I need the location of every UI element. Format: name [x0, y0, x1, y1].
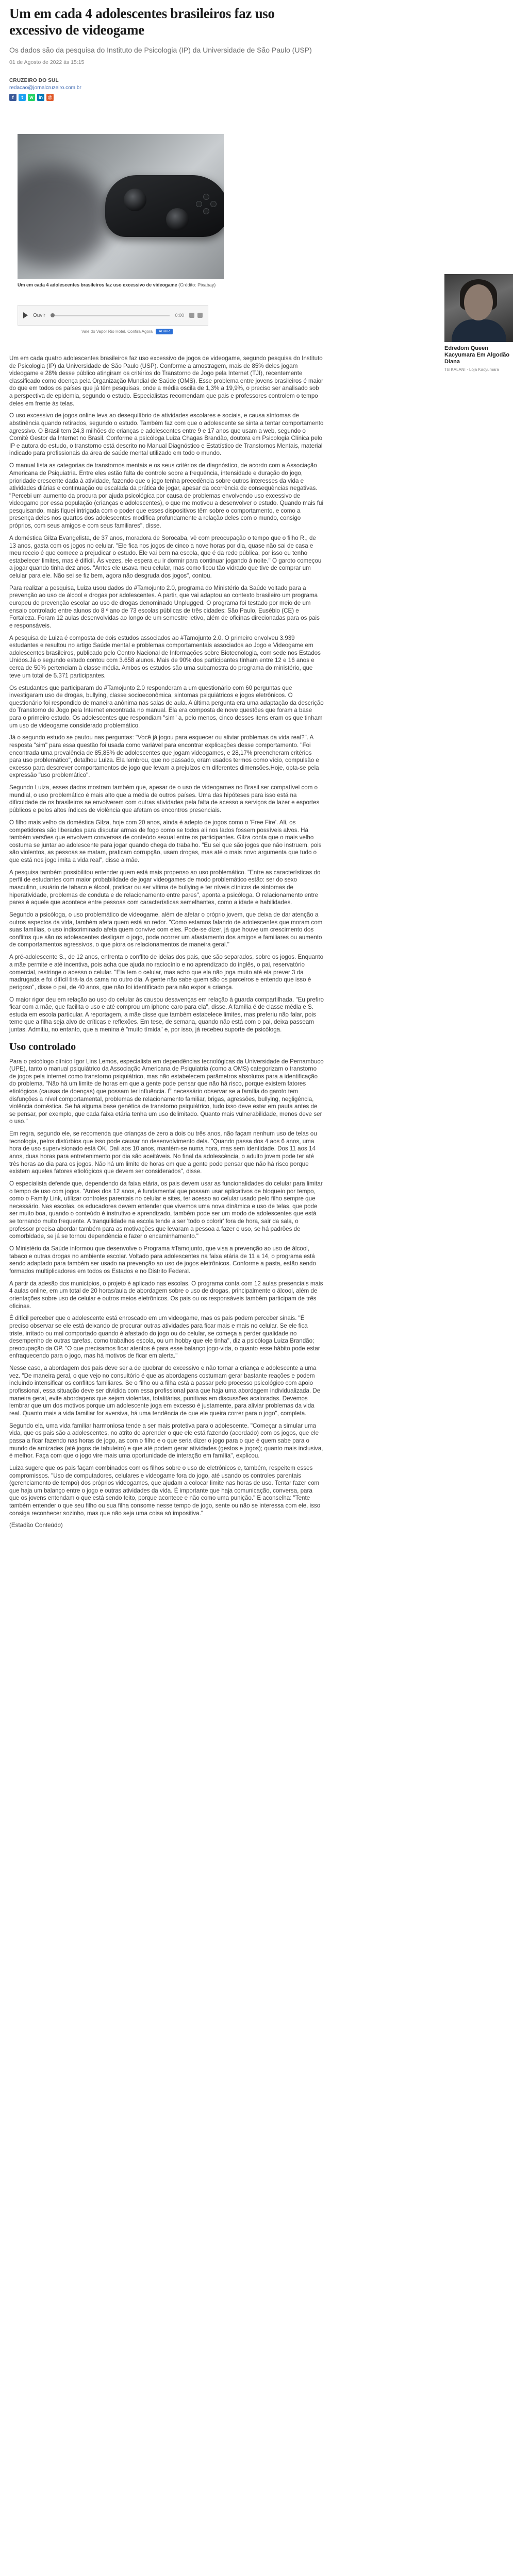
- photo-caption: Um em cada 4 adolescentes brasileiros faz uso excessivo de videogame (Crédito: Pixabay): [18, 282, 216, 287]
- body-paragraph: Segundo ela, uma vida familiar harmoniosa tende a ser mais protetiva para o adolescente. "Começar a simular uma vida, que os pais são a adolescentes, no atrito de aprender o que ele está fazendo (acordado) com os jogos, que ele passa a ficar fazendo nas horas de jogo, as com o filho e o que seria dizer o jogo para o que é quem sabe para o mundo de amizades (até jogos de tabuleiro) e que até podem gerar atividades (gestos e jogos); quanto mais inclusiva, é melhor. Faça com que o jogo vire mais uma oportunidade de interação em família", explicou.: [9, 1422, 323, 1460]
- body-paragraph: A doméstica Gilza Evangelista, de 37 anos, moradora de Sorocaba, vê com preocupação o tempo que o filho R., de 13 anos, gasta com os jogos no celular. "Ele fica nos jogos de cinco a nove horas por dia, quase não sai de casa e meu receio é que comece a prejudicar o estudo. Ele vai bem na escola, que é da rede pública, por isso eu tenho estabelecer limites, mas é difícil. Às vezes, ele espera eu ir dormir para continuar jogando à noite." O garoto começou a jogar quando tinha dez anos. "Antes ele usava meu celular, mas como ficou tão vidrado que tive de comprar um celular para ele. Não sei se fiz bem, agora não desgruda dos jogos", contou.: [9, 534, 322, 579]
- body-paragraph: Segundo Luiza, esses dados mostram também que, apesar de o uso de videogames no Brasil ser compatível com o mundial, o uso problemático é mais alto que a média de outros países. Uma das hipóteses para isso está na dificuldade de os brasileiros se envolverem com outras atividades pela falta de acesso a serviços de lazer e esportes públicos e pelos altos índices de violência que afetam os encontros presenciais.: [9, 784, 320, 814]
- author-name: CRUZEIRO DO SUL: [9, 78, 59, 83]
- subtitle: Os dados são da pesquisa do Instituto de Psicologia (IP) da Universidade de São Paulo (USP): [9, 46, 312, 54]
- author-email-link[interactable]: redacao@jornalcruzeiro.com.br: [9, 85, 81, 91]
- audio-progress-track[interactable]: [51, 315, 170, 316]
- body-paragraph: O filho mais velho da doméstica Gilza, hoje com 20 anos, ainda é adepto de jogos como o 'Free Fire'. Ali, os competidores são liberados para disputar armas de fogo como se todos ali nos lados fossem possíveis alvos. Há também versões que envolvem conversas de conteúdo sexual entre os participantes. Gilza conta que o mais velho costuma se juntar ao adolescente para jogar quando chega do trabalho. "Eu sei que são jogos que não instruem, pois são violentos, as pessoas se matam, praticam corrupção, usam drogas, mas até o mais novo argumenta que tudo o que está nos jogo imita a vida real", disse a mãe.: [9, 819, 322, 863]
- ad-open-button[interactable]: ABRIR: [156, 329, 173, 334]
- body-paragraph: Luiza sugere que os pais façam combinados com os filhos sobre o uso de eletrônicos e, também, respeitem esses compromissos. "Uso de computadores, celulares e videogame fora do jogo, até usando os controles parentais (gerenciamento de tempo) dos próprios videogames, que ajudam a colocar limite nas horas de uso. Tentar fazer com que haja um balanço entre o jogo e outras atividades da vida. É importante que haja comunicação, conversa, para que os jovens entendam o que está sendo feito, porque acontece e não como uma punição." E aconselha: "Tente também entender o que seu filho ou sua filha consome nesse tempo de jogo, sente ou não se interessa com ele, isso consiga reconhecer sozinho, mas que não seja uma coisa só impositiva.": [9, 1465, 321, 1517]
- body-paragraph: Os estudantes que participaram do #Tamojunto 2.0 responderam a um questionário com 60 perguntas que investigaram uso de drogas, bullying, classe socioeconômica, sintomas psiquiátricos e jogos eletrônicos. O questionário foi respondido de maneira anônima nas salas de aula. A última pergunta era uma adaptação da descrição do Transtorno de Jogo pela Internet encontrada no manual. Ela era composta de nove questões que foram a base para o primeiro estudo. Os adolescentes que respondiam "sim" a, pelo menos, cinco desses itens eram os que tinham um uso de videogame considerado problemático.: [9, 684, 324, 729]
- headline: Um em cada 4 adolescentes brasileiros faz uso excessivo de videogame: [9, 6, 275, 38]
- body-paragraph: Nesse caso, a abordagem dos pais deve ser a de quebrar do excessivo e não tornar a criança e adolescente a uma vez. "De maneira geral, o que vejo no consultório é que as abordagens costumam gerar bastante reações e podem incluindo intensificar os conflitos familiares. Se o filho ou a filha está a passar pelo processo psicológico com apoio profissional, essa situação deve ser dividida com essa profissional para que haja uma abordagem individualizada. De maneira geral, evite abordagens que sejam violentas, totalitárias, punitivas em discussões acaloradas. Devemos lembrar que um dos motivos porque um adolescente joga em excesso é justamente, para aliviar problemas da vida real. Quanto mais a vida familiar for aversiva, há uma tendência de que ele queira correr para o jogo", completa.: [9, 1365, 321, 1417]
- body-paragraph: O uso excessivo de jogos online leva ao desequilíbrio de atividades escolares e sociais, e causa síntomas de abstinência quando retirados, segundo o estudo. Também faz com que o adolescente se sinta a tentar comportamento agressivo. O Brasil tem 24,3 milhões de crianças e adolescentes entre 9 e 17 anos que usam a web, segundo o Comitê Gestor da Internet no Brasil. Conforme a psicóloga Luiza Chagas Brandão, doutora em Psicologia Clínica pelo IP e autora do estudo, o transtorno está descrito no Manual Diagnóstico e Estatístico de Transtornos Mentais, material indicado para profissionais da área de saúde mental utilizado em todo o mundo.: [9, 412, 324, 457]
- audio-player: [18, 305, 208, 326]
- linkedin-icon[interactable]: in: [37, 94, 44, 101]
- body-paragraph: A pré-adolescente S., de 12 anos, enfrenta o conflito de ideias dos pais, que são separados, sobre os jogos. Enquanto a mãe permite e até incentiva, pois acha que ajuda no raciocínio e no aprendizado do inglês, o pai, reservatório comercial, restringe o acesso o celular. "Ela tem o celular, mas acho que ela não joga muito até ela prever 3 da madrugada e foi difícil tirá-la da cama no outro dia. A gente não sabe quem são os parceiros e entendo que isso é perigoso", disse o pai, de 40 anos, que não foi identificado para não expor a criança.: [9, 954, 324, 991]
- product-meta: TB KALANI · Loja Kacyumara: [444, 367, 499, 372]
- whatsapp-icon[interactable]: w: [28, 94, 35, 101]
- product-photo[interactable]: [444, 274, 513, 342]
- article-figure: [18, 134, 224, 287]
- body-paragraph: O maior rigor deu em relação ao uso do celular às causou desavenças em relação à guarda compartilhada. "Eu prefiro ficar com a mãe, que facilita o uso e até comprou um iphone caro para ela", disse. A família é de classe média e S. estuda em escola particular. A reportagem, a mãe disse que também estabelece limites, mas preferiu não falar, pois teme que a filha seja alvo de críticas e reflexões. Em tese, de semana, quando não está com o pai, deixa passeam juntas. Admitiu, no entanto, que a menina é "muito tímida" e, por isso, já recebeu suporte de psicóloga.: [9, 996, 324, 1033]
- body-paragraph: Segundo a psicóloga, o uso problemático de videogame, além de afetar o próprio jovem, que deixa de dar atenção a outros aspectos da vida, também afeta quem está ao redor. "Como estamos falando de adolescentes que moram com suas famílias, o uso indiscriminado afeta quem convive com eles. Pode-se dizer, já que houve um crescimento dos conflitos que são os adolescentes desligam o jogo, pode ocorrer um afastamento dos amigos e familiares ou aumento de comportamentos agressivos, o que piora os relacionamentos de maneira geral.": [9, 911, 323, 948]
- email-icon[interactable]: @: [46, 94, 54, 101]
- audio-time: 0:00: [175, 313, 184, 318]
- sidebar-product-card[interactable]: [444, 274, 513, 372]
- play-icon[interactable]: [23, 312, 28, 318]
- volume-icon[interactable]: [189, 313, 194, 318]
- audio-scrubber[interactable]: [51, 313, 55, 317]
- body-paragraph: Em regra, segundo ele, se recomenda que crianças de zero a dois ou três anos, não façam nenhum uso de telas ou tecnologia, pelos distúrbios que isso pode causar no desenvolvimento dela. "Quando passa dos 4 aos 6 anos, uma hora de uso supervisionado está OK. Dali aos 10 anos, mantém-se numa hora, mas sem identidade. Dos 11 aos 14 anos, duas horas para entretenimento por dia são aceitáveis. No final da adolescência, o adulto jovem pode ter até três horas ao dia para os jogos. Não há um limite de horas em que a gente pode pensar que não há risco porque existem aqueles fatores etiológicos que devem ser considerados", disse.: [9, 1130, 317, 1175]
- body-paragraph: Para realizar a pesquisa, Luiza usou dados do #Tamojunto 2.0, programa do Ministério da Saúde voltado para a prevenção ao uso de álcool e drogas por adolescentes. A partir, que vai adaptou ao contexto brasileiro um programa europeu de prevenção escolar ao uso de drogas denominado Unplugged. O programa foi testado por meio de um ensaio controlado entre alunos do 8 º ano de 73 escolas públicas de três cidades: São Paulo, Eusébio (CE) e Fortaleza. Foram 12 aulas desenvolvidas ao longo de um semestre letivo, além de oficinas direcionadas para os pais e responsáveis.: [9, 584, 320, 629]
- body-paragraph: Já o segundo estudo se pautou nas perguntas: "Você já jogou para esquecer ou aliviar problemas da vida real?". A resposta "sim" para essa questão foi usada como variável para encontrar explicações desse comportamento. "Foi encontrada uma prevalência de 85,85% de adolescentes que jogam videogames, e 28,17% preencheram critérios para uso problemático", detalhou Luiza. Ela lembrou, que no passado, eram usados termos como vício, compulsão e excesso para descrever comportamentos de jogo que levam a prejuízos em diferentes dimensões.Hoje, opta-se pela expressão "uso problemático".: [9, 734, 319, 779]
- publish-date: 01 de Agosto de 2022 às 15:15: [9, 59, 85, 65]
- body-paragraph: O especialista defende que, dependendo da faixa etária, os pais devem usar as funcionalidades do celular para limitar o tempo de uso com jogos. "Antes dos 12 anos, é fundamental que possam usar aplicativos de bloqueio por tempo, como o Family Link, utilizar controles parentais no celular e sites, ter acesso ao celular usado pelo filho sempre que necessário. Nas escolas, os educadores devem entender que vivemos uma nova dinâmica e uso de telas, que pode ser muito boa, quando o conteúdo é instrutivo e aprendizado, também pode ser um modo de adolescentes que está se tornando muito frequente. A tranquilidade na escola tende a ser 'todo o colorir' fora de hora, sair da sala, o professor precisa abordar também para as motivações que levaram a pessoa a fazer o uso, se há padrões de comorbidade, se já se tornou dependência e fazer o encaminhamento.": [9, 1180, 323, 1240]
- body-paragraph: A pesquisa também possibilitou entender quem está mais propenso ao uso problemático. "Entre as características do perfil de estudantes com maior probabilidade de jogar videogames de modo problemático estão: ser do sexo masculino, usuário de tabaco e álcool, praticar ou ser vítima de bullying e ter níveis clínicos de sintomas de hiperatividade, problemas de conduta e de relacionamento entre pares", aponta a psicóloga. O relacionamento entre pares é aquele que acontece entre pessoas com características semelhantes, como a idade e habilidades.: [9, 869, 321, 906]
- twitter-icon[interactable]: t: [19, 94, 26, 101]
- body-paragraph: O manual lista as categorias de transtornos mentais e os seus critérios de diagnóstico, de acordo com a Associação Americana de Psiquiatria. Entre eles estão falta de controle sobre a frequência, intensidade e duração do jogo, prioridade crescente dada à atividade, fazendo que o jogo tenha precedência sobre outros interesses da vida e atividades diárias e continuação ou escalada da prática de jogar, apesar da ocorrência de consequências negativas. "Percebi um aumento da procura por ajuda psicológica por causa de problemas envolvendo uso excessivo de videogame por essa população (crianças e adolescentes), o que me motivou a desenvolver o estudo. Quando mais fui pesquisando, mais fiquei intrigada com o poder que esses dispositivos têm sobre o comportamento, e como a presença deles nos quartos dos adolescentes modifica profundamente a relação deles com o mundo, consigo próprios, com seus amigos e com seus familiares", disse.: [9, 462, 324, 530]
- gamepad-icon: [105, 170, 224, 247]
- body-paragraph: Para o psicólogo clínico Igor Lins Lemos, especialista em dependências tecnológicas da Universidade de Pernambuco (UPE), tanto o manual psiquiátrico da Associação Americana de Psiquiatria (como a OMS) categorizam o transtorno de jogos pela internet como transtorno psiquiátrico, mas não estabelecem parâmetros absolutos para a identificação do problema. "Não há um limite de horas em que a gente pode pensar que não há risco, porque existem fatores etiológicos (causas de doenças) que possam ter influência. É necessário observar se a família do garoto tem disfunções a nível comportamental, problemas de relacionamento familiar, brigas, agressões, bullying, negligência, violência doméstica. Se há alguma base genética de transtorno psiquiátrico, tudo isso deve estar em pauta antes de se pensar, por exemplo, que cada faixa etária tenha um uso delimitado. Quanto mais vulnerabilidade, menos deve ser o uso.": [9, 1058, 324, 1125]
- sponsored-ad[interactable]: [81, 329, 324, 334]
- body-paragraph: O Ministério da Saúde informou que desenvolve o Programa #Tamojunto, que visa a prevenção ao uso de álcool, tabaco e outras drogas no ambiente escolar. Voltado para adolescentes na faixa etária de 11 a 14, o programa está sendo adaptado para também ser usado na prevenção ao uso de jogos eletrônicos. Conforme a pasta, estão sendo formados multiplicadores em todos os Estados e no Distrito Federal.: [9, 1245, 316, 1275]
- body-paragraph: A partir da adesão dos municípios, o projeto é aplicado nas escolas. O programa conta com 12 aulas presenciais mais 4 aulas online, em um total de 20 horas/aula de abordagem sobre o uso de drogas, principalmente o álcool, além de orientações sobre uso de celular e outros meios eletrônicos. Os pais ou os responsáveis também participam de três oficinas.: [9, 1280, 323, 1310]
- body-paragraph: A pesquisa de Luiza é composta de dois estudos associados ao #Tamojunto 2.0. O primeiro envolveu 3.939 estudantes e resultou no artigo Saúde mental e problemas comportamentais associados ao Jogo e Videogame em adolescentes brasileiros, publicado pelo Centro Nacional de Informações sobre Biotecnologia, com sede nos Estados Unidos.Já o segundo estudo contou com 3.658 alunos. Mais de 90% dos participantes tinham entre 12 e 16 anos e cerca de 50% pertenciam à classe média. Ambos os estudos são uma subamostra do programa do ministério, que teve um total de 5.371 participantes.: [9, 634, 321, 679]
- byline: [9, 78, 324, 101]
- ad-text: Vale do Vapor Rio Hotel. Confira Agora: [81, 329, 153, 334]
- body-paragraph: Um em cada quatro adolescentes brasileiros faz uso excessivo de jogos de videogame, segundo pesquisa do Instituto de Psicologia (IP) da Universidade de São Paulo (USP). Conforme a amostragem, mais de 85% deles jogam videogame e 28% desse público atingiram os critérios do Transtorno de Jogo pela Internet (TJI), recentemente classificado como doença pela Organização Mundial de Saúde (OMS). Esse problema entre jovens brasileiros é maior do que em todos os países que já têm pesquisas, onde a média oscila de 1,3% a 19,9%, o preciso ser analisado sob a perspectiva de epidemia, segundo o estudo. Especialistas recomendam que pais e professores controlem o tempo deles em frente às telas.: [9, 355, 323, 407]
- article: [9, 0, 324, 1529]
- source-credit: (Estadão Conteúdo): [9, 1522, 63, 1529]
- product-title[interactable]: Edredom Queen Kacyumara Em Algodão Diana: [444, 345, 510, 365]
- article-photo: [18, 134, 224, 279]
- download-icon[interactable]: [197, 313, 203, 318]
- section-title: Uso controlado: [9, 1041, 76, 1053]
- article-body: [9, 355, 324, 1529]
- audio-label: Ouvir: [33, 312, 45, 318]
- facebook-icon[interactable]: f: [9, 94, 16, 101]
- share-buttons: [9, 94, 324, 101]
- photo-credit: (Crédito: Pixabay): [178, 282, 216, 287]
- body-paragraph: É difícil perceber que o adolescente está enroscado em um videogame, mas os pais podem perceber sinais. "É preciso observar se ele está deixando de procurar outras atividades para ficar mais e mais no celular. Se ele fica triste, irritado ou mal comportado quando é afastado do jogo ou do celular, se começa a perder qualidade no desempenho de outras tarefas, como trabalhos escola, ou um hobby que ele tinha", diz a psicóloga Luiza Brandão; preocupação da OP. "O que precisamos ficar atentos é para esse balanço jogo-vida, o quanto esse hábito pode estar enfraquecendo para o jogo, mas há motivos de ficar em alerta.": [9, 1315, 320, 1360]
